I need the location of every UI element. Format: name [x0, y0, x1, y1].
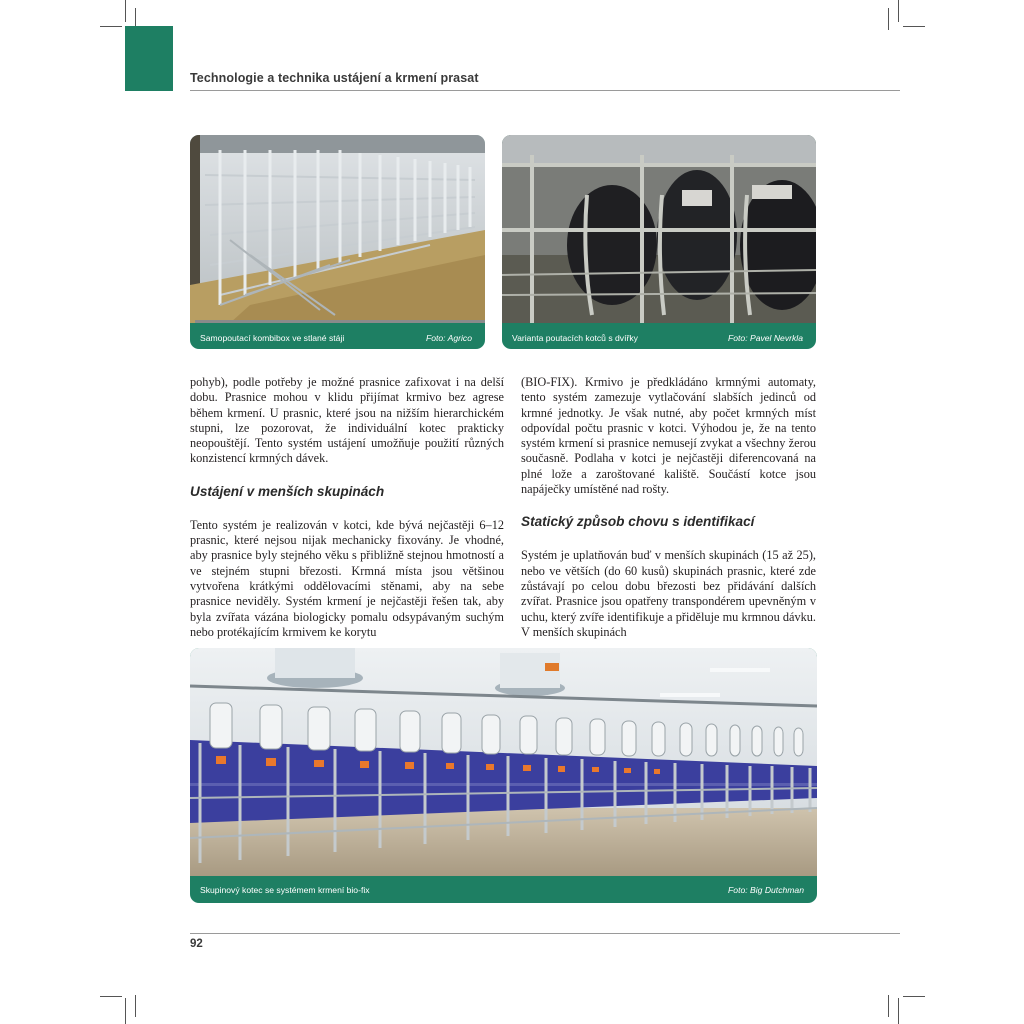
crop-mark	[903, 996, 925, 997]
figure-caption	[190, 876, 817, 903]
header-rule	[190, 90, 900, 91]
running-header-title: Technologie a technika ustájení a krmení prasat	[190, 71, 479, 85]
crop-mark	[125, 0, 126, 22]
crop-mark	[100, 996, 122, 997]
text-column-right	[521, 375, 816, 640]
paragraph: pohyb), podle potřeby je možné prasnice zafixovat i na delší dobu. Prasnice mohou v klidu přijímat krmivo bez agrese během krmení. U prasnic, které jsou na nižším hierarchickém stupni, lze pozorovat, že individuální kotec prakticky neopouštějí. Tento systém ustájení umožňuje použití různých konzistencí krmných dávek.	[190, 375, 504, 466]
figure-caption	[190, 326, 485, 349]
figure-caption	[502, 326, 816, 349]
crop-mark	[135, 995, 136, 1017]
figure-tethering-stalls	[502, 135, 816, 349]
crop-mark	[888, 995, 889, 1017]
photo-group-pen-feeders	[190, 648, 817, 876]
crop-mark	[888, 8, 889, 30]
section-heading: Statický způsob chovu s identifikací	[521, 514, 755, 530]
crop-mark	[903, 26, 925, 27]
page-number: 92	[190, 938, 203, 950]
crop-mark	[100, 26, 122, 27]
footer-rule	[190, 933, 900, 934]
figure-group-pen-biofix	[190, 648, 817, 903]
crop-mark	[898, 998, 899, 1024]
photo-sows-in-stalls	[502, 135, 816, 323]
photo-credit: Foto: Big Dutchman	[728, 884, 804, 895]
photo-credit: Foto: Agrico	[425, 332, 472, 343]
crop-mark	[125, 998, 126, 1024]
text-column-left	[190, 375, 504, 640]
figure-kombibox	[190, 135, 485, 349]
photo-credit: Foto: Pavel Nevrkla	[728, 332, 803, 343]
crop-mark	[898, 0, 899, 22]
paragraph: Tento systém je realizován v kotci, kde bývá nejčastěji 6–12 prasnic, které nejsou nijak mechanicky fixovány. Je vhodné, aby prasnice byly stejného věku s přibližně stejnou hmotností a ve stejném stupni březosti. Krmná místa jsou většinou vytvořena krátkými oddělovacími stěnami, aby na sebe prasnice neviděly. Systém krmení je nejčastěji řešen tak, aby byla zvířata vázána biologicky pomalu odsypávaným suchým nebo protékajícím krmivem ke korytu	[190, 517, 504, 639]
paragraph: (BIO-FIX). Krmivo je předkládáno krmnými automaty, tento systém zamezuje vytlačování slabších jedinců od krmné jednotky. Je však nutné, aby počet krmných míst odpovídal počtu prasnic v kotci. Výhodou je, že na tento systém krmení si prasnice nemusejí zvykat a všechny žerou současně. Podlaha v kotci je nejčastěji diferencovaná na plné lože a zaroštované kaliště. Součástí kotce jsou napáječky umístěné nad rošty.	[521, 375, 816, 497]
photo-kombibox-stalls	[190, 135, 485, 323]
chapter-accent-block	[125, 26, 173, 91]
section-heading: Ustájení v menších skupinách	[190, 483, 385, 499]
paragraph: Systém je uplatňován buď v menších skupinách (15 až 25), nebo ve větších (do 60 kusů) skupinách prasnic, které zde zůstávají po celou dobu březosti bez přidávání dalších zvířat. Prasnice jsou opatřeny transpondérem upevněným v uchu, který zvíře identifikuje a přiděluje mu krmnou dávku. V menších skupinách	[521, 548, 816, 639]
caption-text: Varianta poutacích kotců s dvířky	[512, 332, 638, 343]
caption-text: Samopoutací kombibox ve stlané stáji	[200, 332, 345, 343]
caption-text: Skupinový kotec se systémem krmení bio-fix	[200, 884, 370, 895]
